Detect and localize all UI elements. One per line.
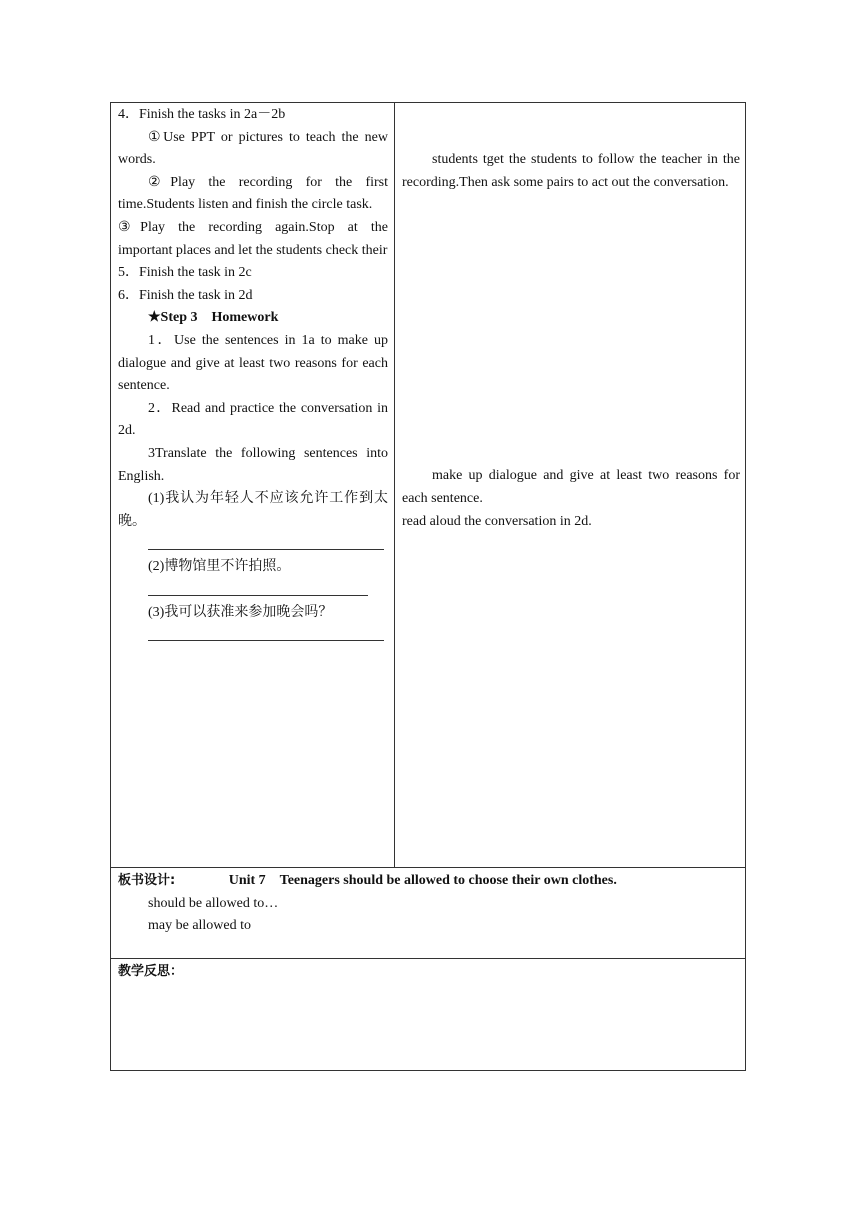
answer-blank-1 bbox=[148, 533, 384, 550]
homework-item-3: 3Translate the following sentences into English. bbox=[118, 445, 388, 484]
procedure-cell bbox=[118, 104, 388, 647]
lesson-plan-table bbox=[110, 102, 746, 1071]
task4-step1: ①Use PPT or pictures to teach the new words. bbox=[118, 129, 388, 168]
board-line-1: should be allowed to… bbox=[148, 895, 279, 911]
reflection-cell bbox=[111, 959, 745, 1070]
reflection-label: 教学反思： bbox=[118, 964, 184, 979]
board-design-title: Unit 7 Teenagers should be allowed to choose their own clothes. bbox=[228, 873, 617, 888]
task6-heading: 6．Finish the task in 2d bbox=[118, 287, 253, 303]
board-design-label: 板书设计: bbox=[118, 873, 176, 888]
translate-sentence-1: (1)我认为年轻人不应该允许工作到太晚。 bbox=[118, 491, 388, 529]
board-line-2: may be allowed to bbox=[148, 918, 252, 934]
notes-cell bbox=[402, 104, 740, 533]
homework-item-1: 1．Use the sentences in 1a to make up dialogue and give at least two reasons for each sentence. bbox=[118, 332, 388, 394]
task4-step2: ②Play the recording for the first time.Students listen and finish the circle task. bbox=[118, 174, 388, 213]
task5-heading: 5．Finish the task in 2c bbox=[118, 265, 252, 281]
step3-homework-heading: ★Step 3 Homework bbox=[148, 310, 279, 326]
answer-blank-2 bbox=[148, 579, 368, 596]
task4-heading: 4．Finish the tasks in 2a－2b bbox=[118, 107, 286, 122]
column-divider bbox=[394, 103, 395, 867]
note-recording: students tget the students to follow the teacher in the recording.Then ask some pairs to act out the conversation. bbox=[402, 152, 740, 190]
board-design-cell bbox=[111, 868, 745, 958]
homework-item-2: 2．Read and practice the conversation in 2d. bbox=[118, 400, 388, 439]
answer-blank-3 bbox=[148, 624, 384, 641]
translate-sentence-3: (3)我可以获准来参加晚会吗？ bbox=[148, 604, 333, 620]
translate-sentence-2: (2)博物馆里不许拍照。 bbox=[148, 559, 291, 575]
task4-step3: ③Play the recording again.Stop at the important places and let the students check their bbox=[118, 219, 388, 258]
note-read-aloud: read aloud the conversation in 2d. bbox=[402, 513, 592, 529]
note-dialogue: make up dialogue and give at least two reasons for each sentence. bbox=[402, 468, 740, 506]
